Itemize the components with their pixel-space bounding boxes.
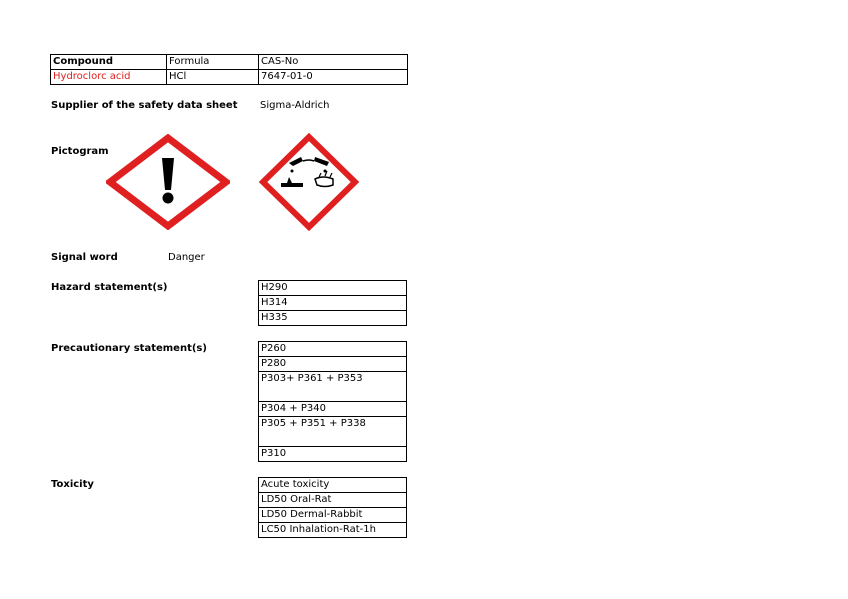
hazard-item: H314	[259, 296, 407, 311]
compound-table-row	[51, 70, 408, 85]
supplier-label: Supplier of the safety data sheet	[51, 100, 238, 111]
table-row	[259, 296, 407, 311]
precautionary-item: P310	[259, 447, 407, 462]
toxicity-table	[258, 477, 407, 538]
precautionary-table	[258, 341, 407, 462]
table-row	[259, 493, 407, 508]
precautionary-item: P305 + P351 + P338	[259, 417, 407, 447]
table-row	[259, 281, 407, 296]
table-row	[259, 417, 407, 447]
precautionary-item: P304 + P340	[259, 402, 407, 417]
table-row	[259, 508, 407, 523]
toxicity-item: Acute toxicity	[259, 478, 407, 493]
table-row	[259, 342, 407, 357]
table-row	[259, 447, 407, 462]
hazard-item: H335	[259, 311, 407, 326]
pictogram-label: Pictogram	[51, 146, 109, 157]
precautionary-item: P280	[259, 357, 407, 372]
compound-cas: 7647-01-0	[259, 70, 408, 85]
header-compound: Compound	[51, 55, 167, 70]
header-formula: Formula	[167, 55, 259, 70]
toxicity-item: LD50 Oral-Rat	[259, 493, 407, 508]
compound-formula: HCl	[167, 70, 259, 85]
precautionary-item: P303+ P361 + P353	[259, 372, 407, 402]
table-row	[259, 402, 407, 417]
table-row	[259, 372, 407, 402]
precautionary-label: Precautionary statement(s)	[51, 343, 207, 354]
signal-word-value: Danger	[168, 252, 205, 263]
toxicity-item: LC50 Inhalation-Rat-1h	[259, 523, 407, 538]
toxicity-label: Toxicity	[51, 479, 94, 490]
toxicity-item: LD50 Dermal-Rabbit	[259, 508, 407, 523]
table-row	[259, 357, 407, 372]
table-row	[259, 523, 407, 538]
header-cas: CAS-No	[259, 55, 408, 70]
corrosion-icon	[259, 133, 359, 231]
table-row	[259, 478, 407, 493]
signal-word-label: Signal word	[51, 252, 118, 263]
exclamation-mark-icon	[106, 134, 230, 230]
hazard-item: H290	[259, 281, 407, 296]
compound-table	[50, 54, 408, 85]
compound-table-header	[51, 55, 408, 70]
hazard-label: Hazard statement(s)	[51, 282, 168, 293]
supplier-value: Sigma-Aldrich	[260, 100, 330, 111]
table-row	[259, 311, 407, 326]
hazard-table	[258, 280, 407, 326]
compound-name: Hydroclorc acid	[51, 70, 167, 85]
precautionary-item: P260	[259, 342, 407, 357]
